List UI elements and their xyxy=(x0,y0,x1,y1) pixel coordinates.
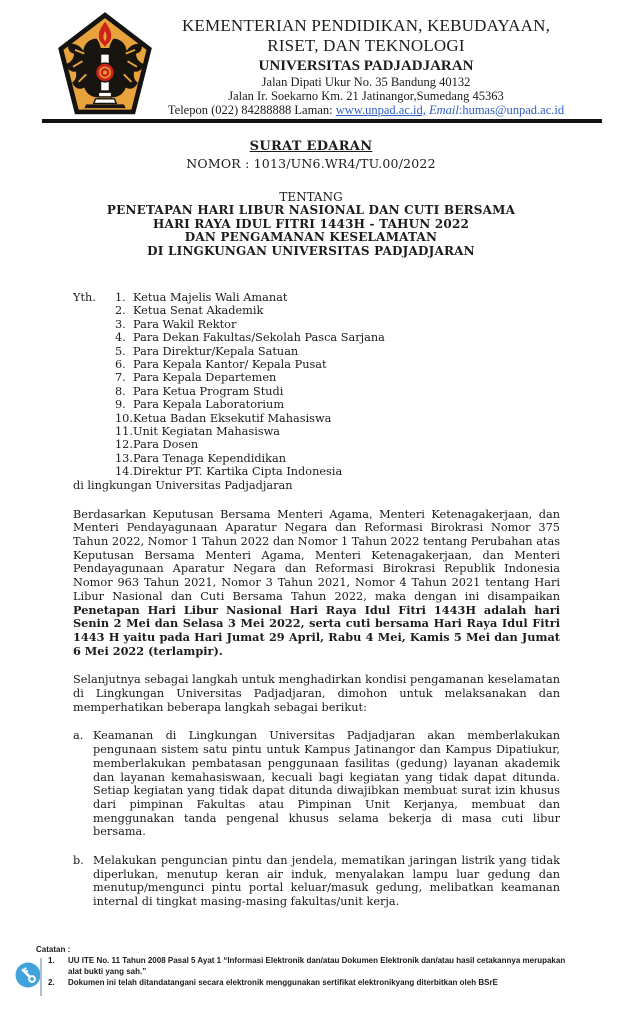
email-label: Email xyxy=(425,103,459,117)
footer-notes-label: Catatan : xyxy=(36,945,71,954)
document-type: SURAT EDARAN xyxy=(249,139,373,154)
footer-divider xyxy=(40,958,42,996)
recipient-number: 11. xyxy=(115,425,133,439)
recipient-number: 6. xyxy=(115,358,126,372)
ministry-name-line2: RISET, DAN TEKNOLOGI xyxy=(267,36,465,55)
paragraph-legal-basis xyxy=(73,508,560,659)
recipient-item xyxy=(115,412,560,425)
recipient-label: Unit Kegiatan Mahasiswa xyxy=(133,425,281,439)
recipient-item xyxy=(115,304,560,317)
subject-line: PENETAPAN HARI LIBUR NASIONAL DAN CUTI BERSAMA xyxy=(106,203,516,217)
letter-body xyxy=(73,291,560,909)
recipient-number: 8. xyxy=(115,384,126,398)
recipient-label: Para Kepala Kantor/ Kepala Pusat xyxy=(133,358,327,372)
recipient-label: Para Direktur/Kepala Satuan xyxy=(133,344,299,358)
document-title-block xyxy=(0,135,622,171)
recipient-number: 10. xyxy=(115,411,133,425)
letterhead xyxy=(150,16,582,117)
footer-note-text: UU ITE No. 11 Tahun 2008 Pasal 5 Ayat 1 “Informasi Elektronik dan/atau Dokumen Elektronik dan/atau hasil cetakannya merupakan alat bukti yang sah.” xyxy=(68,956,566,976)
footer-note-number: 1. xyxy=(48,956,55,965)
recipient-item xyxy=(115,398,560,411)
recipient-number: 1. xyxy=(115,291,126,304)
recipient-number: 9. xyxy=(115,398,126,412)
ministry-name-line1: KEMENTERIAN PENDIDIKAN, KEBUDAYAAN, xyxy=(181,16,551,35)
unpad-logo-icon xyxy=(58,12,152,116)
list-item-a xyxy=(73,729,560,839)
recipient-number: 5. xyxy=(115,344,126,358)
recipient-label: Para Kepala Departemen xyxy=(133,371,277,385)
paragraph-instructions-intro: Selanjutnya sebagai langkah untuk menghadirkan kondisi pengamanan keselamatan di Lingkungan Universitas Padjadjaran, dimohon untuk melaksanakan dan memperhatikan beberapa langkah sebagai berikut: xyxy=(73,673,560,714)
address-line1: Jalan Dipati Ukur No. 35 Bandung 40132 xyxy=(261,75,471,89)
paragraph-normal-text: Berdasarkan Keputusan Bersama Menteri Agama, Menteri Ketenagakerjaan, dan Menteri Pendayagunaan Aparatur Negara dan Reformasi Birokrasi Nomor 375 Tahun 2022, Nomor 1 Tahun 2022 dan Nomor 1 Tahun 2022 tentang Perubahan atas Keputusan Bersama Menteri Agama, Menteri Ketenagakerjaan, dan Menteri Pendayagunaan Aparatur Negara dan Reformasi Birokrasi Republik Indonesia Nomor 963 Tahun 2021, Nomor 3 Tahun 2021, Nomor 4 Tahun 2021 tentang Hari Libur Nasional dan Cuti Bersama Tahun 2022, maka dengan ini disampaikan xyxy=(73,507,560,603)
recipient-number: 2. xyxy=(115,304,126,318)
recipient-number: 13. xyxy=(115,451,133,465)
bsre-seal-icon xyxy=(15,962,41,988)
footer-note-text: Dokumen ini telah ditandatangani secara elektronik menggunakan sertifikat elektronikyang diterbitkan oleh BSrE xyxy=(68,978,498,987)
subject-line: DAN PENGAMANAN KESELAMATAN xyxy=(184,230,438,244)
recipient-label: Para Ketua Program Studi xyxy=(133,384,284,398)
footer-note-number: 2. xyxy=(48,978,55,987)
recipient-item xyxy=(115,452,560,465)
recipient-item xyxy=(115,438,560,451)
letterhead-divider xyxy=(42,119,602,123)
recipient-label: Para Dosen xyxy=(133,438,199,452)
salutation: Yth. xyxy=(73,291,96,304)
list-marker: a. xyxy=(73,729,84,743)
university-name: UNIVERSITAS PADJADJARAN xyxy=(258,58,474,74)
recipient-label: Ketua Majelis Wali Amanat xyxy=(133,291,288,304)
recipient-label: Para Dekan Fakultas/Sekolah Pasca Sarjana xyxy=(133,331,385,345)
telephone-text: Telepon (022) 84288888 Laman: xyxy=(167,103,336,117)
recipient-label: Para Kepala Laboratorium xyxy=(133,398,285,412)
subject-line: HARI RAYA IDUL FITRI 1443H - TAHUN 2022 xyxy=(152,216,470,231)
contact-line xyxy=(150,103,582,117)
email-link[interactable]: :humas@unpad.ac.id xyxy=(458,103,565,117)
recipient-label: Para Wakil Rektor xyxy=(133,317,237,331)
website-link[interactable]: www.unpad.ac.id, xyxy=(335,103,426,117)
recipient-label: Direktur PT. Kartika Cipta Indonesia xyxy=(133,465,343,479)
recipient-label: Para Tenaga Kependidikan xyxy=(133,451,287,465)
list-item-b xyxy=(73,854,560,909)
list-marker: b. xyxy=(73,854,84,868)
recipient-item xyxy=(115,358,560,371)
recipient-number: 7. xyxy=(115,371,126,385)
address-line2: Jalan Ir. Soekarno Km. 21 Jatinangor,Sumedang 45363 xyxy=(228,89,504,103)
recipient-item xyxy=(115,371,560,384)
recipient-label: Ketua Senat Akademik xyxy=(133,304,264,318)
recipient-item xyxy=(115,465,560,478)
subject-block xyxy=(0,190,622,258)
about-label: TENTANG xyxy=(279,190,343,204)
document-number: NOMOR : 1013/UN6.WR4/TU.00/2022 xyxy=(186,156,436,171)
recipient-number: 4. xyxy=(115,331,126,345)
recipient-item xyxy=(115,345,560,358)
recipients-block xyxy=(73,291,560,479)
footer-note xyxy=(48,978,568,989)
list-text: Keamanan di Lingkungan Universitas Padjadjaran akan memberlakukan pengunaan sistem satu pintu untuk Kampus Jatinangor dan Kampus Dipatiukur, memberlakukan pembatasan penggunaan fasilitas (gedung) layanan akademik dan layanan kemahasiswaan, kecuali bagi kegiatan yang tidak dapat ditunda. Setiap kegiatan yang tidak dapat ditunda diwajibkan membuat surat izin khusus dari pimpinan Fakultas atau Pimpinan Unit Kerjanya, membuat dan menggunakan tanda pengenal khusus selama bekerja di masa cuti libur bersama. xyxy=(93,729,560,839)
recipient-item xyxy=(115,425,560,438)
recipients-list xyxy=(115,291,560,479)
recipient-item xyxy=(115,318,560,331)
paragraph-bold-text: Penetapan Hari Libur Nasional Hari Raya Idul Fitri 1443H adalah hari Senin 2 Mei dan Selasa 3 Mei 2022, serta cuti bersama Hari Raya Idul Fitri 1443 H yaitu pada Hari Jumat 29 April, Rabu 4 Mei, Kamis 5 Mei dan Jumat 6 Mei 2022 (terlampir). xyxy=(73,602,560,658)
subject-line: DI LINGKUNGAN UNIVERSITAS PADJADJARAN xyxy=(147,243,475,258)
recipient-number: 12. xyxy=(115,438,133,452)
recipient-label: Ketua Badan Eksekutif Mahasiswa xyxy=(133,411,332,425)
recipients-closing: di lingkungan Universitas Padjadjaran xyxy=(73,479,293,493)
footer-note xyxy=(48,956,568,977)
footer-notes xyxy=(48,956,568,990)
list-text: Melakukan penguncian pintu dan jendela, mematikan jaringan listrik yang tidak diperlukan, menutup keran air induk, menyalakan lampu luar gedung dan menutup/mengunci pintu portal keluar/masuk gedung, melibatkan keamanan internal di tingkat masing-masing fakultas/unit kerja. xyxy=(93,854,560,909)
recipient-number: 3. xyxy=(115,317,126,331)
recipient-item xyxy=(115,331,560,344)
recipient-number: 14. xyxy=(115,465,133,479)
recipient-item xyxy=(115,385,560,398)
recipient-item xyxy=(115,291,560,304)
